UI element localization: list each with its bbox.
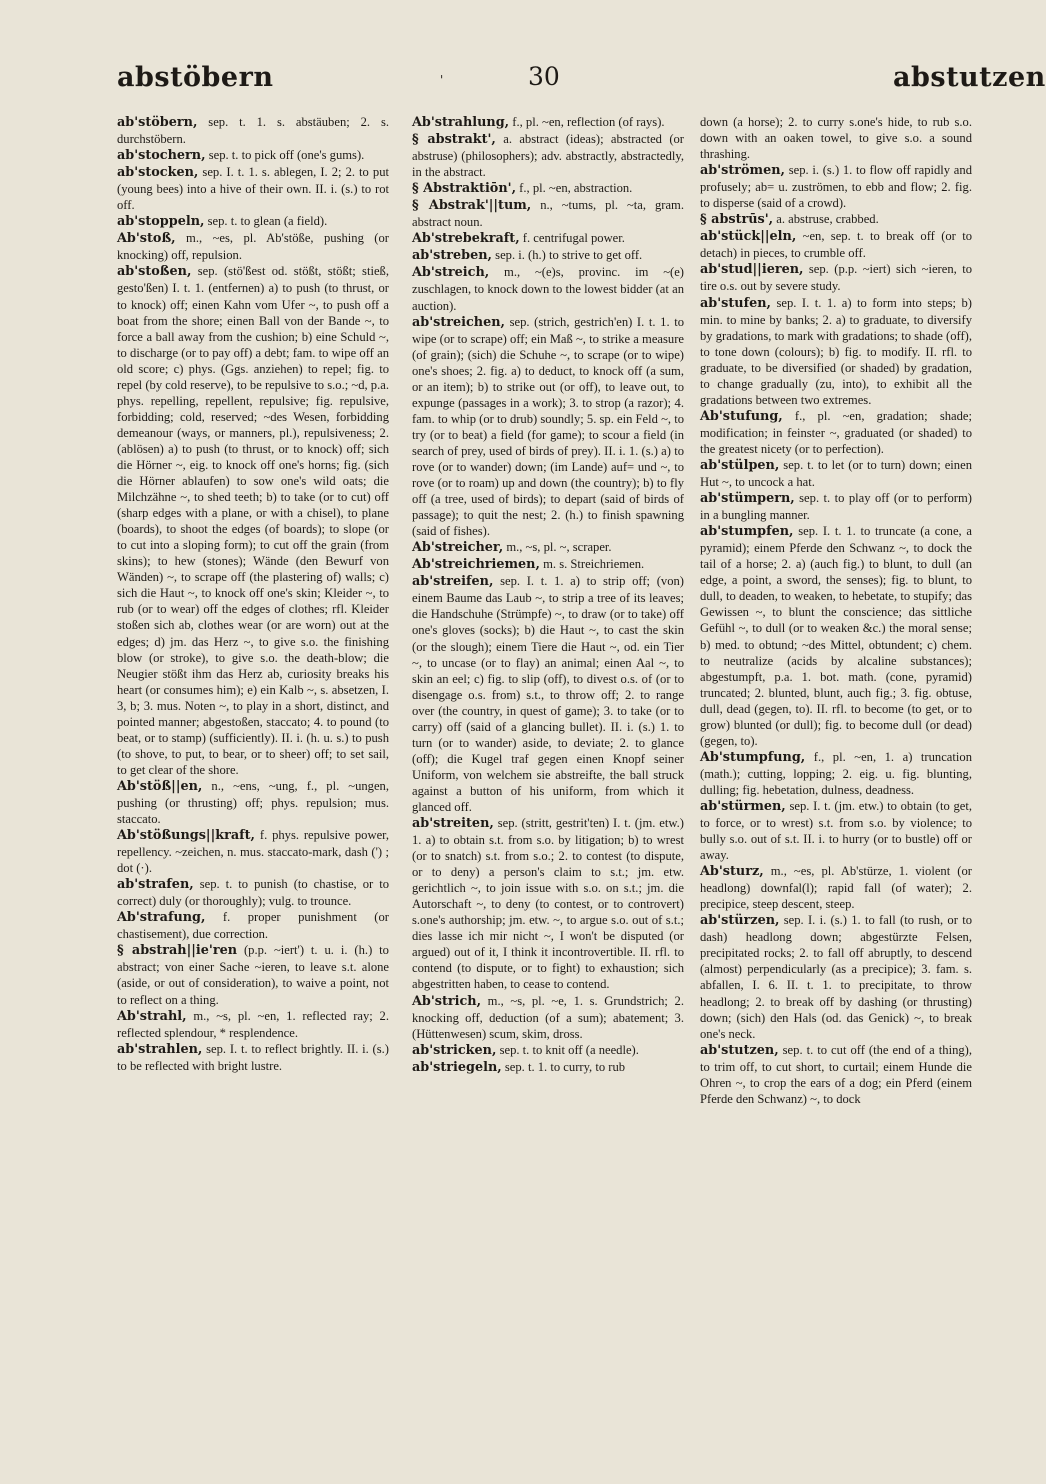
- headword: Ab'streich,: [412, 265, 490, 281]
- entry-definition: sep. I. t. 1. s. ablegen, I. 2; 2. to put (young bees) into a hive of their own. II. i. (s.) to rot off.: [117, 165, 389, 213]
- header-tick-mark: ': [440, 73, 444, 87]
- headword: ab'striegeln,: [412, 1059, 502, 1075]
- headword: ab'streiten,: [412, 816, 494, 832]
- entry-definition: sep. I. t. (jm. etw.) to obtain (to get, to force, or to wrest) s.t. from s.o. by violence; to bully s.o. out of s.t. II. i. to hurry (or to bustle) off or away.: [700, 798, 972, 863]
- headword: ab'stümpern,: [700, 491, 795, 507]
- entry-definition: sep. I. i. (s.) 1. to fall (to rush, or to dash) headlong down; abgestürzte Felsen, precipitated rocks; 2. to fall off abruptly, to descend (almost) perpendicularly (as a precipice); 3. fam. s. abfallen, I. 6. II. t. 1. to precipitate, to throw headlong; 2. to break off by dashing (or thrusting) down; (sich) den Hals (od. das Genick) ~, to break one's neck.: [700, 913, 972, 1041]
- dictionary-entry: [412, 539, 684, 556]
- headword: ab'streifen,: [412, 574, 494, 590]
- entry-definition: sep. I. t. 1. a) to form into steps; b) min. to mine by banks; 2. a) to graduate, to diversify by gradations, to mark with gradations; to shade (off), to tone down (colours); b) fig. to modify. II. rfl. to graduate, to be diversified (or shaded) by gradation, to change gradually (zu, into), to exhibit all the gradations between two extremes.: [700, 295, 972, 407]
- entry-definition: sep. t. to play off (or to perform) in a bungling manner.: [700, 491, 972, 523]
- entry-definition: sep. t. 1. s. abstäuben; 2. s. durchstöbern.: [117, 115, 389, 147]
- headword: ab'stürzen,: [700, 913, 780, 929]
- headword: Ab'stößungs||kraft,: [117, 828, 256, 844]
- headword: ab'streben,: [412, 248, 493, 264]
- entry-definition: f., pl. ~en, reflection (of rays).: [509, 115, 665, 129]
- headword: ab'stumpfen,: [700, 524, 794, 540]
- dictionary-entry: [700, 211, 972, 228]
- entry-definition: sep. I. t. to reflect brightly. II. i. (s.) to be reflected with bright lustre.: [117, 1041, 389, 1073]
- headword: Ab'stumpfung,: [700, 749, 806, 765]
- entry-definition: sep. (stö'ßest od. stößt, stößt; stieß, gesto'ßen) I. t. 1. (entfernen) a) to push (to thrust, or to knock) off; einen Kahn vom Ufer ~, to push off a boat from the shore; einen Ball von der Bande ~, to force a ball away from the cushion; b) eine Schuld ~, to discharge (or to pay off) a debt; fam. to wipe off an old score; c) phys. (Ggs. anziehen) to repel; fig. to repel (by cold reserve), to be repulsive to s.o.; ~d, p.a. phys. repelling, repellent, repulsive; fig. repulsive, forbidding; cold, reserved; ~des Wesen, forbidding demeanour (ways, or manners, pl.), repulsiveness; 2. (ablösen) a) to push (to thrust, or to knock) off; sich die Hörner ~, eig. to knock off one's horns; fig. (sich die Hörner ablaufen) to sow one's wild oats; die Milchzähne ~, to shed teeth; b) to take (or to cut) off (sharp edges with a plane, or with a chisel), to plane (boards), to shoot the edges (of boards); to slope (or to cut into a sloping form); to cut off the grain (from skins); to hew (stones); Wände (den Bewurf von Wänden) ~, to scrape off (the plastering of) walls; c) sich die Haut ~, to knock off one's skin; Kleider ~, to rub (or to wear) off the edges of clothes; rfl. Kleider stoßen sich ab, clothes wear (or are worn) out at the edges; d) jm. das Herz ~, to give s.o. the finishing blow (or stroke), to give s.o. the death-blow; die Neugier stößt ihm das Herz ab, curiosity breaks his heart (or consumes him); e) ein Kalb ~, s. absetzen, I. 3, b; 3. mus. Noten ~, to play in a short, distinct, and pointed manner; abgestoßen, staccato; 4. to pound (to beat, or to stamp) (sufficiently). II. i. (h. u. s.) to push (to shove, to put, to bear, or to sheer) off; to set sail, to get clear of the shore.: [117, 264, 389, 777]
- headword: ab'strömen,: [700, 163, 785, 179]
- headword: § Abstrak'||tum,: [412, 198, 532, 214]
- headword: ab'stutzen,: [700, 1042, 779, 1058]
- headword: ab'stülpen,: [700, 457, 780, 473]
- entry-definition: sep. t. to punish (to chastise, or to correct) duly (or thoroughly); vulg. to trounce.: [117, 877, 389, 909]
- entry-definition: sep. (p.p. ~iert) sich ~ieren, to tire o.s. out by severe study.: [700, 262, 972, 294]
- headword: ab'stoßen,: [117, 264, 192, 280]
- entry-definition: f., pl. ~en, abstraction.: [516, 181, 633, 196]
- dictionary-entry: [412, 247, 684, 264]
- dictionary-entry: [117, 942, 389, 1007]
- entry-definition: sep. t. to knit off (a needle).: [496, 1042, 639, 1057]
- dictionary-entry: [117, 114, 389, 147]
- dictionary-entry: [117, 263, 389, 778]
- headword: Ab'streicher,: [412, 540, 504, 556]
- entry-definition: m. s. Streichriemen.: [539, 557, 645, 572]
- headword: Ab'strebekraft,: [412, 231, 520, 247]
- column-left: [117, 114, 389, 1474]
- dictionary-entry: [117, 827, 389, 876]
- entry-definition: down (a horse); 2. to curry s.one's hide, to rub s.o. down with an oaken towel, to give s.o. a sound thrashing.: [700, 115, 972, 162]
- column-middle: [412, 114, 684, 1474]
- dictionary-entry: [700, 228, 972, 261]
- headword: Ab'strahlung,: [412, 115, 510, 130]
- dictionary-entry: [412, 815, 684, 993]
- headword: ab'stück||eln,: [700, 229, 797, 245]
- dictionary-entry: [700, 523, 972, 749]
- dictionary-entry: [117, 213, 389, 230]
- entry-definition: f., pl. ~en, 1. a) truncation (math.); cutting, lopping; 2. eig. u. fig. blunting, dulling; fig. hebetation, dulness, deadness.: [700, 749, 972, 797]
- entry-definition: n., ~tums, pl. ~ta, gram. abstract noun.: [412, 198, 684, 230]
- entry-definition: m., ~es, pl. Ab'stürze, 1. violent (or headlong) downfal(l); rapid fall (of water); 2. precipice, steep descent, steep.: [700, 864, 972, 912]
- dictionary-entry: [117, 147, 389, 164]
- dictionary-entry: [412, 573, 684, 815]
- dictionary-entry: [412, 993, 684, 1042]
- headword: ab'stürmen,: [700, 798, 786, 814]
- dictionary-entry: [412, 1042, 684, 1059]
- headword: ab'stöbern,: [117, 115, 198, 130]
- dictionary-entry: [700, 490, 972, 523]
- entry-definition: sep. t. 1. to curry, to rub: [501, 1059, 626, 1074]
- running-head-right: abstutzen: [893, 62, 1046, 93]
- entry-definition: m., ~(e)s, provinc. im ~(e) zuschlagen, to knock down to the lowest bidder (at an auction).: [412, 265, 684, 313]
- headword: Ab'strafung,: [117, 910, 206, 926]
- entry-definition: ~en, sep. t. to break off (or to detach) in pieces, to crumble off.: [700, 229, 972, 261]
- dictionary-entry: [117, 778, 389, 827]
- dictionary-entry: [412, 230, 684, 247]
- entry-definition: n., ~ens, ~ung, f., pl. ~ungen, pushing (or thrusting) off; phys. repulsion; mus. staccato.: [117, 778, 389, 827]
- entry-definition: (p.p. ~iert') t. u. i. (h.) to abstract; von einer Sache ~ieren, to leave s.t. alone (aside, or out of consideration), to waive a point, not to reflect on a thing.: [117, 943, 389, 1007]
- entry-definition: m., ~s, pl. ~e, 1. s. Grundstrich; 2. knocking off, deduction (of a sum); abatement; 3. (Hüttenwesen) scum, skim, dross.: [412, 993, 684, 1041]
- dictionary-entry: [412, 556, 684, 573]
- headword: Ab'sturz,: [700, 864, 764, 880]
- dictionary-entry: [700, 295, 972, 408]
- headword: Ab'stöß||en,: [117, 778, 203, 794]
- entry-definition: sep. t. to glean (a field).: [204, 214, 328, 229]
- entry-definition: f. phys. repulsive power, repellency. ~zeichen, n. mus. staccato-mark, dash (') ; dot (·).: [117, 828, 389, 876]
- entry-definition: sep. i. (s.) 1. to flow off rapidly and profusely; ab= u. zuströmen, to ebb and flow; 2. fig. to disperse (said of a crowd).: [700, 163, 972, 211]
- entry-definition: sep. t. to cut off (the end of a thing), to trim off, to cut short, to curtail; einem Hunde die Ohren ~, to crop the ears of a dog; ein Pferd (einem Pferde den Schwanz) ~, to dock: [700, 1042, 972, 1106]
- column-right: [700, 114, 972, 1474]
- entry-definition: m., ~es, pl. Ab'stöße, pushing (or knocking) off, repulsion.: [117, 231, 389, 263]
- entry-definition: f. centrifugal power.: [519, 231, 625, 246]
- dictionary-entry: [117, 164, 389, 213]
- headword: Ab'stoß,: [117, 231, 176, 247]
- dictionary-entry: [117, 909, 389, 942]
- entry-definition: sep. (strich, gestrich'en) I. t. 1. to wipe (or to scrape) off; ein Maß ~, to strike a measure (of grain); (sich) die Schuhe ~, to scrape (or to wipe) one's shoes; 2. fig. a) to deduct, to knock off (a sum, or an item); b) to strike out (or off), to leave out, to expunge (passages in a work); 3. to strop (a razor); 4. fam. to whip (or to drub) soundly; 5. sp. ein Feld ~, to try (or to beat) a field (for game); to scour a field (in search of prey, used of birds of prey). II. i. 1. (s.) a) to rove (or to wander) down; (im Lande) auf= und ~, to rove (or to roam) up and down (the country); b) to fly off (a tree, used of birds); to depart (said of birds of passage); to quit the nest; 2. (h.) to finish spawning (said of fishes).: [412, 314, 684, 539]
- entry-definition: sep. I. t. 1. a) to strip off; (von) einem Baume das Laub ~, to strip a tree of its leaves; die Handschuhe (Strümpfe) ~, to draw (or to take) off one's gloves (socks); b) die Haut ~, to cast the skin (or the slough); einem Tiere die Haut ~, od. ein Tier ~, to uncase (or to flay) an animal; einen Aal ~, to skin an eel; c) fig. to slip (off), to divest o.s. of (or to disengage o.s. from) s.t., to throw off; 2. to range over (the country, in quest of game); 3. to take (or to carry) off (said of a glancing bullet). II. i. (s.) 1. to turn (or to wander) aside, to deviate; 2. to glance (off); die Kugel traf gegen einen Knopf seiner Uniform, von welchem sie abstreifte, the ball struck against a button of his uniform, from which it glanced off.: [412, 574, 684, 814]
- dictionary-entry: [412, 264, 684, 313]
- dictionary-entry: [700, 457, 972, 490]
- dictionary-entry: [700, 863, 972, 912]
- dictionary-entry: [412, 114, 684, 131]
- headword: ab'stocken,: [117, 165, 199, 181]
- entry-definition: f., pl. ~en, gradation; shade; modification; in feinster ~, graduated (or shaded) to the greatest nicety (or to perfection).: [700, 408, 972, 456]
- entry-definition: m., ~s, pl. ~, scraper.: [503, 540, 612, 555]
- dictionary-entry: [412, 1059, 684, 1076]
- entry-definition: a. abstruse, crabbed.: [773, 212, 879, 227]
- page-number: 30: [528, 62, 560, 91]
- entry-definition: sep. i. (h.) to strive to get off.: [492, 248, 643, 263]
- headword: Ab'stufung,: [700, 408, 783, 424]
- dictionary-entry: [700, 798, 972, 863]
- entry-definition: sep. (stritt, gestrit'ten) I. t. (jm. etw.) 1. a) to obtain s.t. from s.o. by litigation; b) to wrest (or to snatch) s.t. from s.o.; 2. to contest (to dispute, or to deny) a person's claim to s.t.; jm. etw. gerichtlich ~, to join issue with s.o. on s.t.; jm. die Autorschaft ~, to deny (to contest, or to controvert) s.one's authorship; jm. etw. ~, to argue s.o. out of s.t.; dies lasse ich mir nicht ~, I won't be disputed (or argued) out of it, I think it incontrovertible. II. rfl. to contend (to dispute, or to fight) to exhaustion; sich abgestritten haben, to cease to contend.: [412, 816, 684, 992]
- entry-definition: f. proper punishment (or chastisement), due correction.: [117, 910, 389, 942]
- headword: Ab'strich,: [412, 993, 482, 1009]
- headword: ab'stricken,: [412, 1042, 497, 1058]
- dictionary-entry: [700, 408, 972, 457]
- dictionary-entry: [700, 912, 972, 1041]
- headword: § abstrūs',: [700, 212, 774, 228]
- dictionary-entry: [412, 131, 684, 180]
- dictionary-entry: [117, 1008, 389, 1041]
- entry-definition: a. abstract (ideas); abstracted (or abstruse) (philosophers); adv. abstractly, abstractedly, in the abstract.: [412, 132, 684, 180]
- dictionary-entry: [700, 1042, 972, 1107]
- headword: ab'stochern,: [117, 148, 206, 164]
- headword: ab'strafen,: [117, 877, 194, 893]
- headword: ab'streichen,: [412, 314, 506, 330]
- headword: ab'stud||ieren,: [700, 262, 804, 278]
- dictionary-entry: [700, 162, 972, 211]
- headword: ab'stoppeln,: [117, 214, 205, 230]
- headword: § abstrah||ie'ren: [117, 943, 238, 959]
- dictionary-entry: [700, 261, 972, 294]
- dictionary-entry: [412, 314, 684, 540]
- headword: ab'stufen,: [700, 295, 771, 311]
- entry-definition: m., ~s, pl. ~en, 1. reflected ray; 2. reflected splendour, * resplendence.: [117, 1008, 389, 1040]
- dictionary-entry: [412, 180, 684, 197]
- headword: Ab'strahl,: [117, 1008, 187, 1024]
- headword: § abstrakt',: [412, 132, 496, 148]
- dictionary-entry: [117, 876, 389, 909]
- headword: ab'strahlen,: [117, 1041, 203, 1057]
- dictionary-entry: [700, 114, 972, 162]
- dictionary-entry: [700, 749, 972, 798]
- headword: § Abstraktiōn',: [412, 181, 517, 197]
- running-head-left: abstöbern: [117, 62, 274, 93]
- dictionary-entry: [117, 230, 389, 263]
- entry-definition: sep. I. t. 1. to truncate (a cone, a pyramid); einem Pferde den Schwanz ~, to dock the tail of a horse; 2. a) (auch fig.) to blunt, to dull (an edge, a point, a sword, the senses); fig. to blunt, to dull, to deaden, to weaken, to hebetate, to stupify; das Gewissen ~, to blunt the conscience; das sittliche Gefühl ~, to dull (or to weaken &c.) the moral sense; b) med. to obtund; ~des Mittel, obtundent; c) chem. to neutralize (acids by alcaline substances); abgestumpft, p.a. 1. bot. math. (cone, pyramid) truncated; 2. blunted, blunt, auch fig.; 3. fig. obtuse, dull, dead (gegen, to). II. rfl. to become (to get, or to grow) blunted (or dull); fig. to become dull (or dead) (gegen, to).: [700, 524, 972, 748]
- entry-definition: sep. t. to let (or to turn) down; einen Hut ~, to uncock a hat.: [700, 457, 972, 490]
- headword: Ab'streichriemen,: [412, 557, 540, 573]
- entry-definition: sep. t. to pick off (one's gums).: [205, 148, 365, 163]
- dictionary-entry: [117, 1041, 389, 1074]
- dictionary-entry: [412, 197, 684, 230]
